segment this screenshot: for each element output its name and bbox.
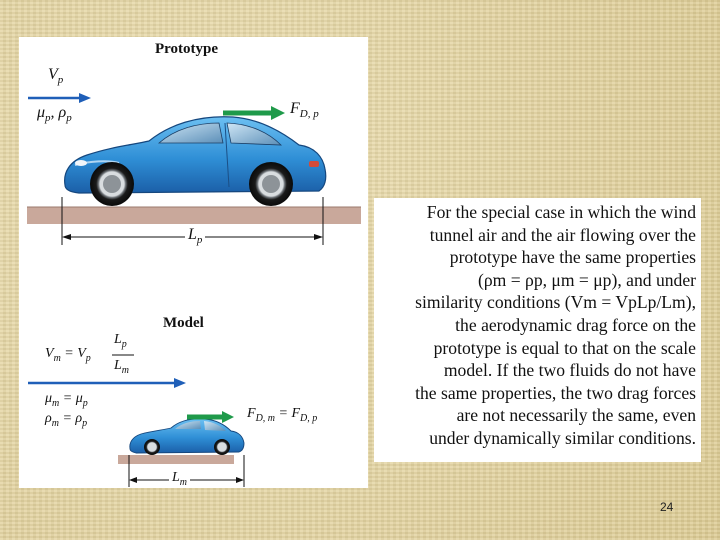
page-number: 24 bbox=[660, 500, 674, 514]
prototype-ground bbox=[27, 207, 361, 224]
figure-panel bbox=[19, 37, 368, 488]
model-velocity-equation: $V_m = V_p$ bbox=[45, 346, 91, 364]
model-mu-equation: $\mu_m = \mu_p$ bbox=[45, 391, 88, 409]
text-line: prototype have the same properties bbox=[449, 247, 696, 268]
model-ratio-denominator: $L_m$ bbox=[114, 358, 130, 376]
model-rho-equation: $\rho_m = \rho_p$ bbox=[45, 411, 88, 429]
prototype-length-label: $L_p$ bbox=[185, 227, 205, 246]
text-line: are not necessarily the same, even bbox=[456, 405, 696, 426]
prototype-title: Prototype bbox=[155, 41, 219, 57]
model-flow-arrow bbox=[28, 378, 186, 388]
text-line: the aerodynamic drag force on the bbox=[455, 314, 696, 335]
text-line: tunnel air and the air flowing over the bbox=[429, 224, 696, 245]
model-ground bbox=[118, 455, 234, 464]
model-length-label: $L_m$ bbox=[169, 471, 190, 488]
explanation-text-box bbox=[374, 198, 701, 462]
model-drag-equation: $F_{D, m} = F_{D, p}$ bbox=[247, 406, 318, 424]
model-title: Model bbox=[163, 315, 204, 331]
prototype-car bbox=[65, 117, 326, 206]
text-line: similarity conditions (Vm = VpLp/Lm), bbox=[415, 292, 696, 313]
text-line: under dynamically similar conditions. bbox=[429, 427, 696, 448]
text-line: model. If the two fluids do not have bbox=[443, 360, 696, 381]
prototype-velocity-label: $V_p$ bbox=[48, 66, 64, 87]
prototype-drag-label: $F_{D, p}$ bbox=[290, 100, 319, 121]
text-line: prototype is equal to that on the scale bbox=[433, 337, 696, 358]
model-ratio-numerator: $L_p$ bbox=[114, 332, 127, 350]
text-line: the same properties, the two drag forces bbox=[415, 382, 696, 403]
model-car bbox=[130, 419, 244, 455]
prototype-properties-label: $\mu_p$, $\rho_p$ bbox=[37, 104, 72, 125]
text-line: (ρm = ρp, μm = μp), and under bbox=[478, 269, 696, 290]
text-line: For the special case in which the wind bbox=[426, 202, 696, 222]
prototype-flow-arrow bbox=[28, 93, 91, 103]
